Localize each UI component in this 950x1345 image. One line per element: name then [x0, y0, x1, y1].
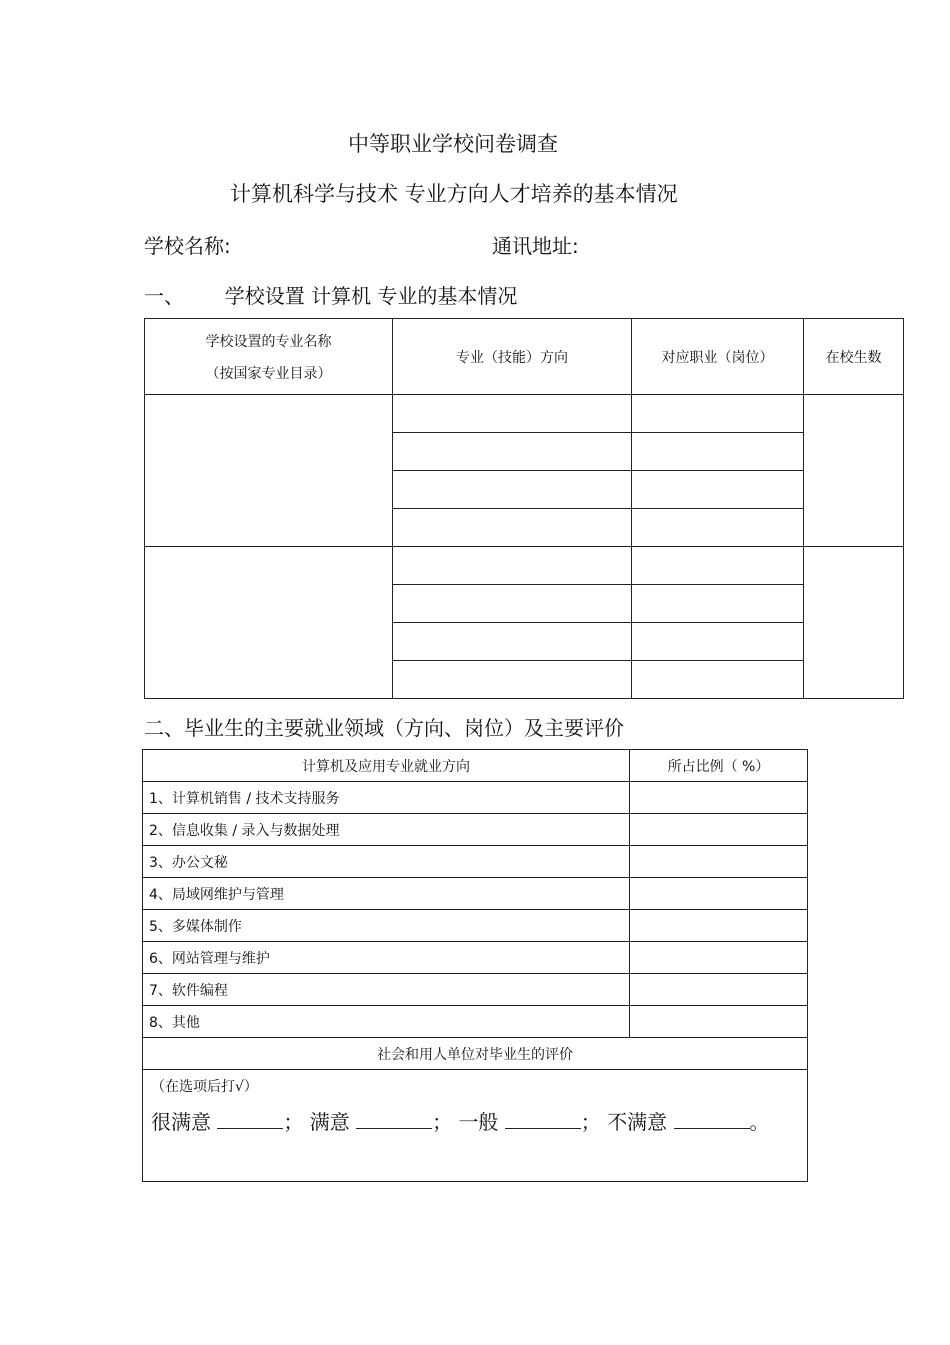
evaluation-options [151, 1106, 807, 1135]
job-cell[interactable] [632, 585, 804, 623]
major-name-cell[interactable] [145, 547, 393, 699]
separator: ； [283, 1110, 304, 1134]
header-major-name: 学校设置的专业名称 （按国家专业目录） [145, 319, 393, 395]
section1-heading-num: 一、 [144, 284, 184, 308]
direction-cell[interactable] [393, 471, 632, 509]
ratio-cell[interactable] [630, 974, 808, 1006]
option-average-blank[interactable] [505, 1108, 581, 1129]
table-row [143, 1006, 808, 1038]
option-satisfied-blank[interactable] [356, 1108, 432, 1129]
job-cell[interactable] [632, 471, 804, 509]
option-very-satisfied-label: 很满意 [151, 1110, 211, 1134]
header-direction: 专业（技能）方向 [393, 319, 632, 395]
separator: ； [432, 1110, 453, 1134]
option-unsatisfied-label: 不满意 [607, 1110, 668, 1134]
direction-cell[interactable] [393, 661, 632, 699]
evaluation-header: 社会和用人单位对毕业生的评价 [143, 1038, 808, 1070]
table-row [143, 782, 808, 814]
option-average-label: 一般 [458, 1110, 499, 1134]
table-row [143, 846, 808, 878]
direction-cell[interactable] [393, 623, 632, 661]
employment-table-header [143, 750, 808, 782]
major-name-cell[interactable] [145, 395, 393, 547]
table-row [143, 910, 808, 942]
direction-label: 8、其他 [143, 1006, 630, 1038]
table-row [145, 395, 904, 433]
employment-table [142, 749, 808, 1182]
page-title: 中等职业学校问卷调查 [348, 132, 558, 156]
header-job: 对应职业（岗位） [632, 319, 804, 395]
job-cell[interactable] [632, 661, 804, 699]
section1-heading [144, 280, 517, 309]
section1-heading-text: 学校设置 计算机 专业的基本情况 [224, 284, 518, 308]
ratio-cell[interactable] [630, 878, 808, 910]
direction-cell[interactable] [393, 547, 632, 585]
evaluation-row [143, 1070, 808, 1182]
ratio-cell[interactable] [630, 782, 808, 814]
direction-label: 6、网站管理与维护 [143, 942, 630, 974]
evaluation-hint: （在选项后打√） [151, 1079, 258, 1095]
ratio-cell[interactable] [630, 1006, 808, 1038]
job-cell[interactable] [632, 547, 804, 585]
table-row [143, 942, 808, 974]
direction-label: 7、软件编程 [143, 974, 630, 1006]
table-row [143, 878, 808, 910]
ratio-cell[interactable] [630, 942, 808, 974]
direction-label: 1、计算机销售 / 技术支持服务 [143, 782, 630, 814]
ratio-cell[interactable] [630, 814, 808, 846]
direction-label: 2、信息收集 / 录入与数据处理 [143, 814, 630, 846]
option-unsatisfied-blank[interactable] [674, 1108, 750, 1129]
ratio-cell[interactable] [630, 910, 808, 942]
end-mark: 。 [749, 1110, 770, 1134]
ratio-cell[interactable] [630, 846, 808, 878]
header-employment-direction: 计算机及应用专业就业方向 [143, 750, 630, 782]
school-name-label: 学校名称: [144, 234, 231, 258]
direction-label: 5、多媒体制作 [143, 910, 630, 942]
students-cell[interactable] [804, 547, 904, 699]
table-row [143, 974, 808, 1006]
major-table-header [145, 319, 904, 395]
job-cell[interactable] [632, 395, 804, 433]
evaluation-header-row [143, 1038, 808, 1070]
evaluation-cell [143, 1070, 808, 1182]
major-table [144, 318, 904, 699]
direction-cell[interactable] [393, 433, 632, 471]
header-students: 在校生数 [804, 319, 904, 395]
students-cell[interactable] [804, 395, 904, 547]
job-cell[interactable] [632, 433, 804, 471]
section2-heading: 二、毕业生的主要就业领域（方向、岗位）及主要评价 [144, 716, 624, 740]
direction-label: 3、办公文秘 [143, 846, 630, 878]
direction-cell[interactable] [393, 509, 632, 547]
option-satisfied-label: 满意 [309, 1110, 350, 1134]
direction-cell[interactable] [393, 585, 632, 623]
job-cell[interactable] [632, 623, 804, 661]
separator: ； [580, 1110, 601, 1134]
direction-cell[interactable] [393, 395, 632, 433]
option-very-satisfied-blank[interactable] [217, 1108, 283, 1129]
table-row [143, 814, 808, 846]
job-cell[interactable] [632, 509, 804, 547]
direction-label: 4、局域网维护与管理 [143, 878, 630, 910]
page-subtitle: 计算机科学与技术 专业方向人才培养的基本情况 [230, 182, 678, 206]
table-row [145, 547, 904, 585]
address-label: 通讯地址: [492, 234, 579, 258]
header-ratio: 所占比例（ %） [630, 750, 808, 782]
